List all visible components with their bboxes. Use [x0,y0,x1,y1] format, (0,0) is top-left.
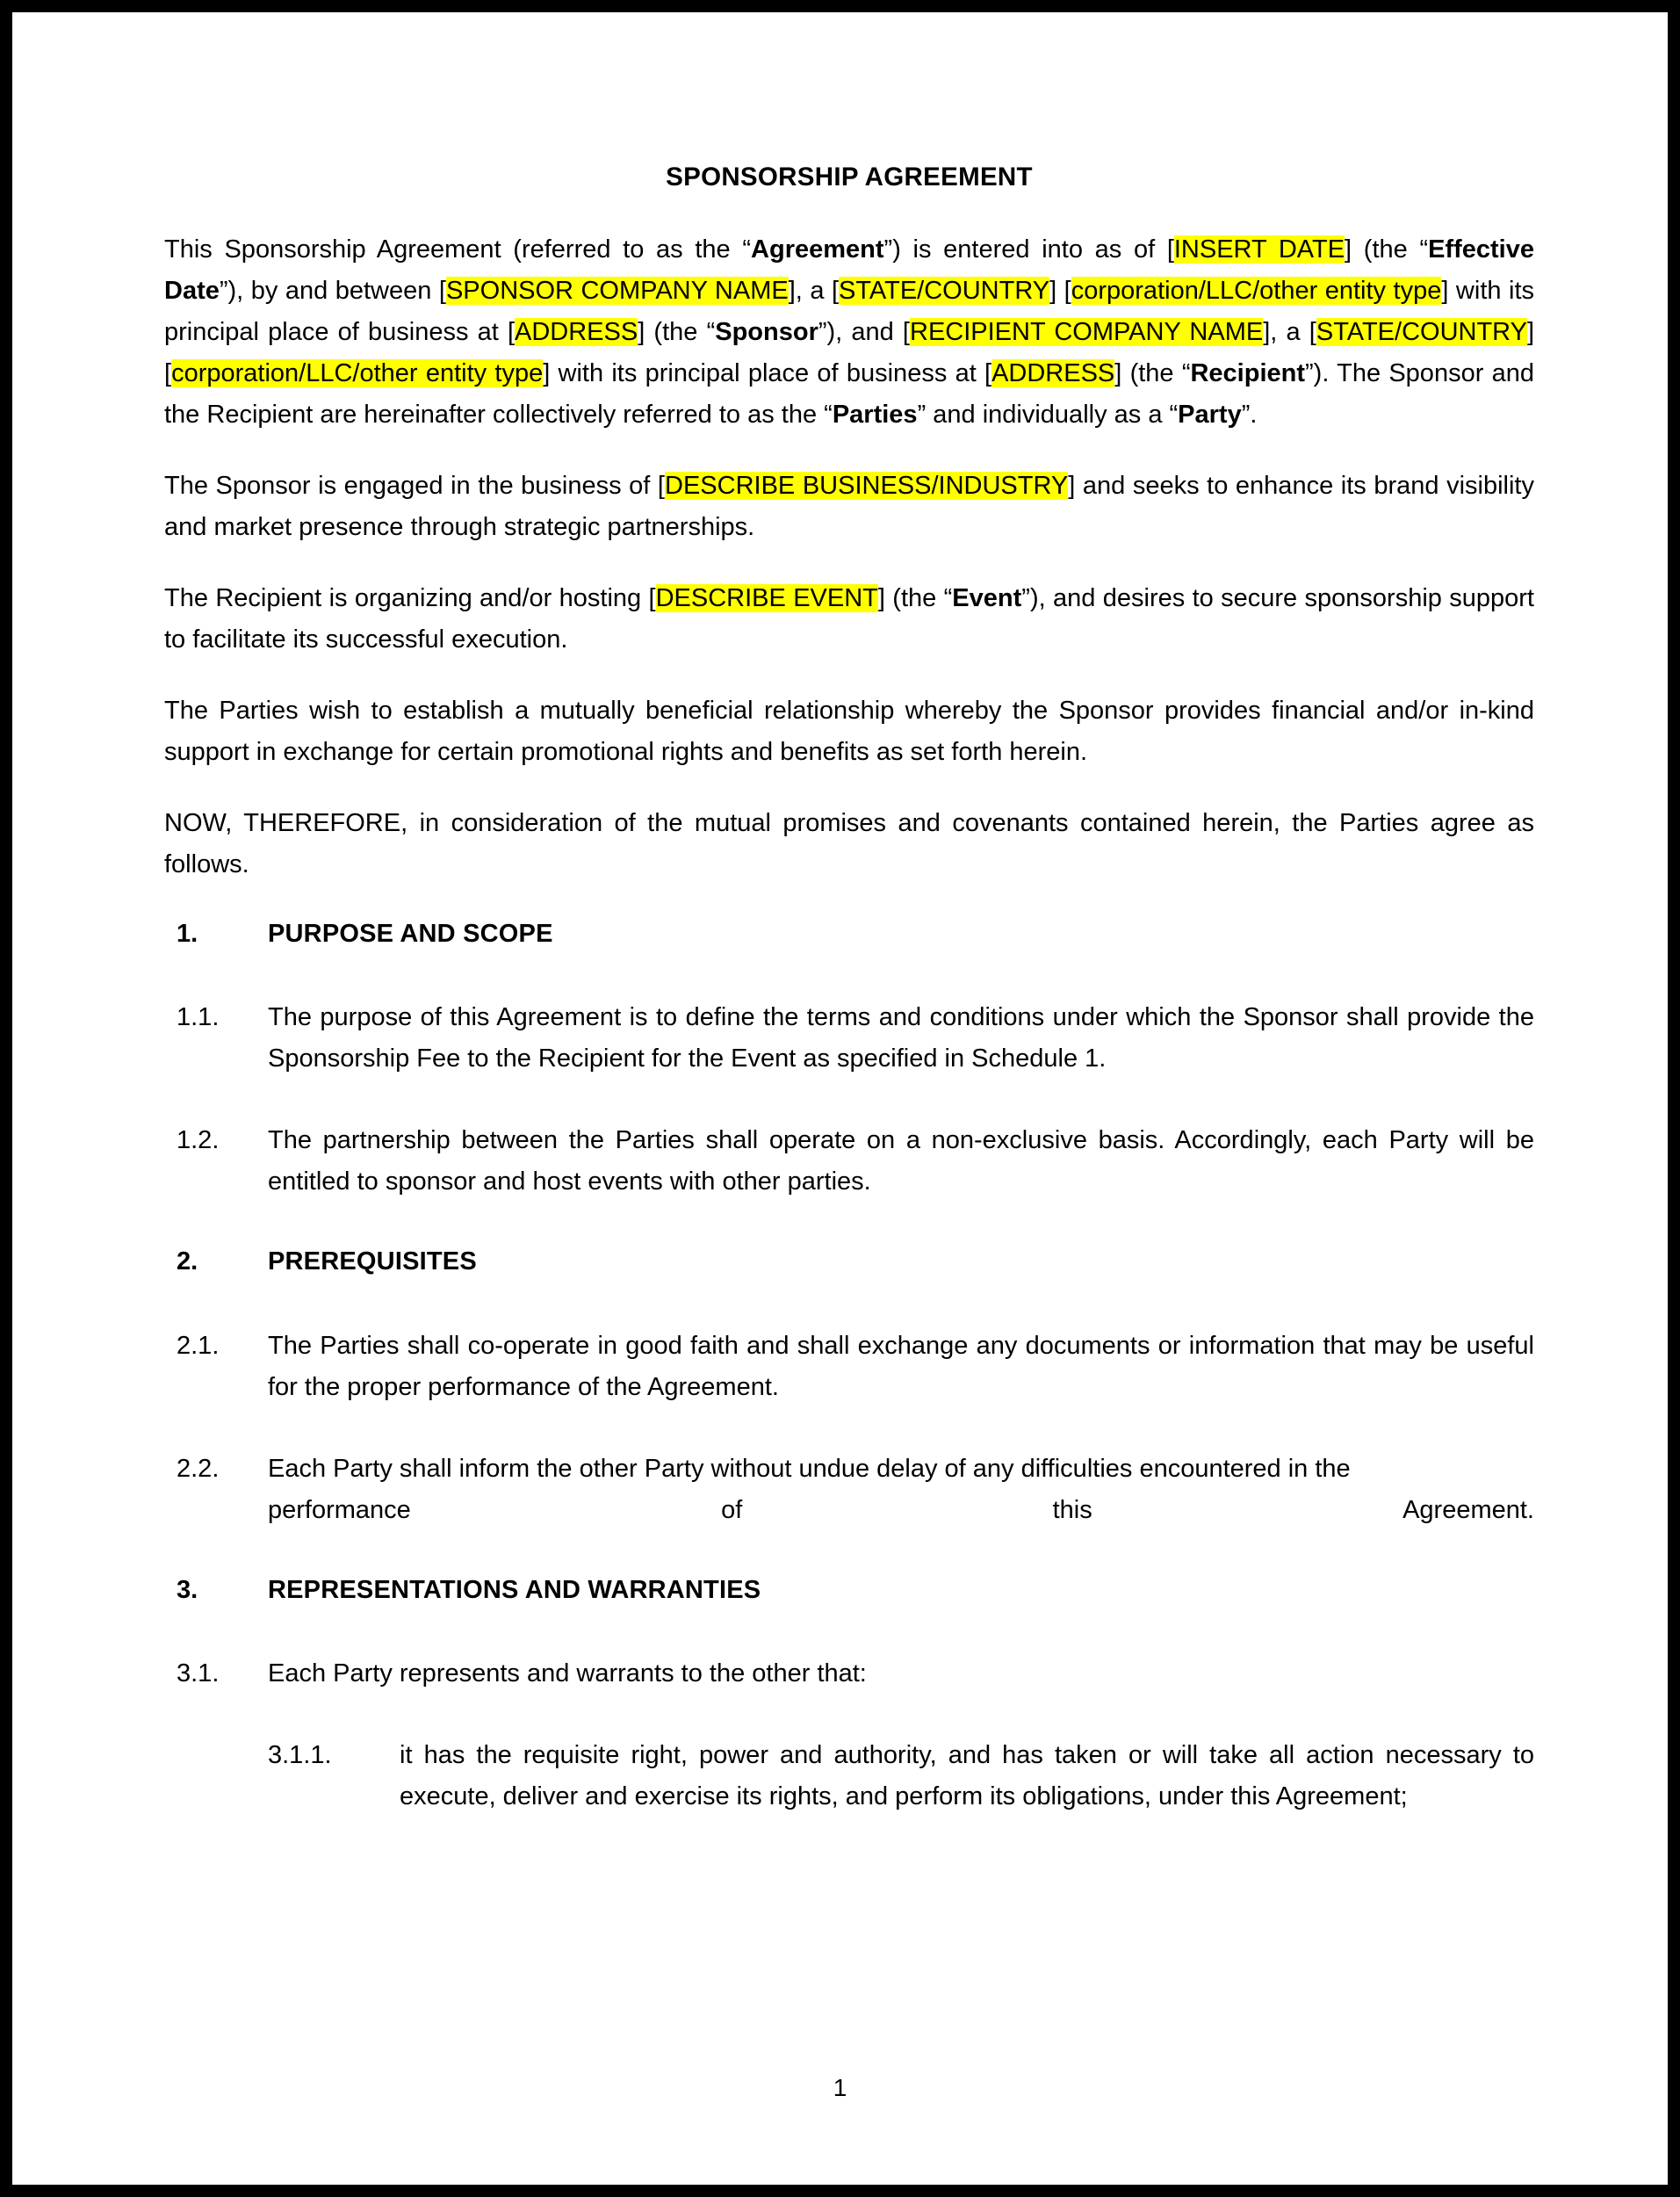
text-run: ”), and desires to secure sponsorship support to facilitate its successful execution. [164,584,1534,654]
preamble-paragraph-now-therefore [164,803,1534,885]
clause-text: The purpose of this Agreement is to define the terms and conditions under which the Sponsor shall provide the Sponsorship Fee to the Recipient for the Event as specified in Schedule 1. [268,1003,1534,1073]
section-title: PURPOSE AND SCOPE [268,919,553,948]
clause-number: 3.1. [177,1659,220,1688]
document-body [164,162,1534,1858]
defined-term-parties: Parties [832,401,918,430]
stretched-word: of [721,1495,743,1524]
clause-number: 1.2. [177,1126,220,1155]
placeholder-sponsor-state-country: STATE/COUNTRY [839,277,1050,306]
preamble-paragraph-sponsor-business [164,466,1534,548]
text-run: ] (the “ [877,584,953,613]
clause-number: 1.1. [177,1003,220,1032]
preamble-paragraph-event [164,578,1534,661]
placeholder-describe-event: DESCRIBE EVENT [655,584,878,613]
text-run: ”). The Sponsor and the Recipient are hereinafter collectively referred to as the “ [164,359,1534,430]
clause-2-2 [164,1449,1534,1531]
text-run: ”), and [ [818,318,910,347]
placeholder-recipient-company-name: RECIPIENT COMPANY NAME [910,318,1264,347]
stretched-word: this [1052,1495,1092,1524]
placeholder-insert-date: INSERT DATE [1173,235,1345,264]
clause-text: The Parties shall co-operate in good faith and shall exchange any documents or information that may be useful for the proper performance of the Agreement. [268,1331,1534,1401]
preamble-paragraph-mutual-benefit [164,690,1534,773]
text-run: NOW, THEREFORE, in consideration of the mutual promises and covenants contained herein, the Parties agree as follows. [164,809,1534,879]
text-run: The Parties wish to establish a mutually beneficial relationship whereby the Sponsor provides financial and/or in-kind support in exchange for certain promotional rights and benefits as set forth herein. [164,697,1534,767]
placeholder-recipient-entity-type: corporation/LLC/other entity type [171,359,544,388]
text-run: ”. [1241,401,1258,430]
stretched-word: Agreement. [1402,1495,1534,1524]
clause-3-1-1 [268,1735,1534,1818]
defined-term-recipient: Recipient [1190,359,1306,388]
section-title: PREREQUISITES [268,1247,477,1276]
subclause-number: 3.1.1. [268,1741,332,1770]
subclause-text: it has the requisite right, power and authority, and has taken or will take all action necessary to execute, deliver and exercise its rights, and perform its obligations, under this Agreement; [400,1741,1534,1811]
preamble-paragraph-parties [164,229,1534,436]
section-number: 3. [177,1575,198,1604]
page-title: SPONSORSHIP AGREEMENT [666,163,1033,192]
text-run: ] (the “ [638,318,716,347]
page-number: 1 [833,2074,847,2101]
clause-text [268,1449,1534,1531]
text-run: This Sponsorship Agreement (referred to as the “ [164,235,752,264]
text-run: The Recipient is organizing and/or hosting [ [164,584,656,613]
text-run: ” and individually as a “ [917,401,1179,430]
clause-text: The partnership between the Parties shall operate on a non-exclusive basis. Accordingly, each Party will be entitled to sponsor and host events with other parties. [268,1126,1534,1196]
clause-1-1 [164,997,1534,1080]
text-run: ”), by and between [ [219,277,446,306]
text-run: ] (the “ [1345,235,1429,264]
text-run: ], a [ [788,277,840,306]
text-run: ] with its principal place of business at [ [543,359,992,388]
text-run: ] [ [1049,277,1071,306]
clause-number: 2.1. [177,1331,220,1360]
stretched-word: performance [268,1495,411,1524]
placeholder-sponsor-address: ADDRESS [515,318,638,347]
section-heading-1 [164,915,1534,954]
defined-term-effective-date: Effective Date [164,235,1534,306]
clause-3-1 [164,1653,1534,1695]
section-title: REPRESENTATIONS AND WARRANTIES [268,1575,761,1604]
defined-term-party: Party [1178,401,1242,430]
placeholder-sponsor-company-name: SPONSOR COMPANY NAME [445,277,789,306]
defined-term-agreement: Agreement [751,235,884,264]
section-number: 1. [177,919,198,948]
section-heading-2 [164,1243,1534,1282]
clause-text-line-2-stretched [268,1490,1534,1531]
text-run: ”) is entered into as of [ [883,235,1174,264]
document-page-sheet [12,12,1668,2185]
text-run: ], a [ [1263,318,1316,347]
clause-number: 2.2. [177,1454,220,1483]
text-run: ] [ [164,318,1534,388]
placeholder-recipient-address: ADDRESS [991,359,1115,388]
clause-2-1 [164,1326,1534,1408]
clause-1-2 [164,1120,1534,1203]
placeholder-recipient-state-country: STATE/COUNTRY [1316,318,1527,347]
text-run: ] and seeks to enhance its brand visibility and market presence through strategic partnerships. [164,472,1534,542]
clause-text-line-1: Each Party shall inform the other Party without undue delay of any difficulties encountered in the [268,1454,1351,1483]
text-run: ] (the “ [1114,359,1191,388]
section-number: 2. [177,1247,198,1276]
text-run: The Sponsor is engaged in the business of [ [164,472,665,501]
section-heading-3 [164,1572,1534,1610]
placeholder-sponsor-entity-type: corporation/LLC/other entity type [1071,277,1442,306]
defined-term-sponsor: Sponsor [715,318,818,347]
placeholder-describe-business-industry: DESCRIBE BUSINESS/INDUSTRY [665,472,1069,501]
defined-term-event: Event [952,584,1022,613]
clause-text: Each Party represents and warrants to the other that: [268,1659,867,1688]
text-run: ] with its principal place of business at [ [164,277,1535,347]
